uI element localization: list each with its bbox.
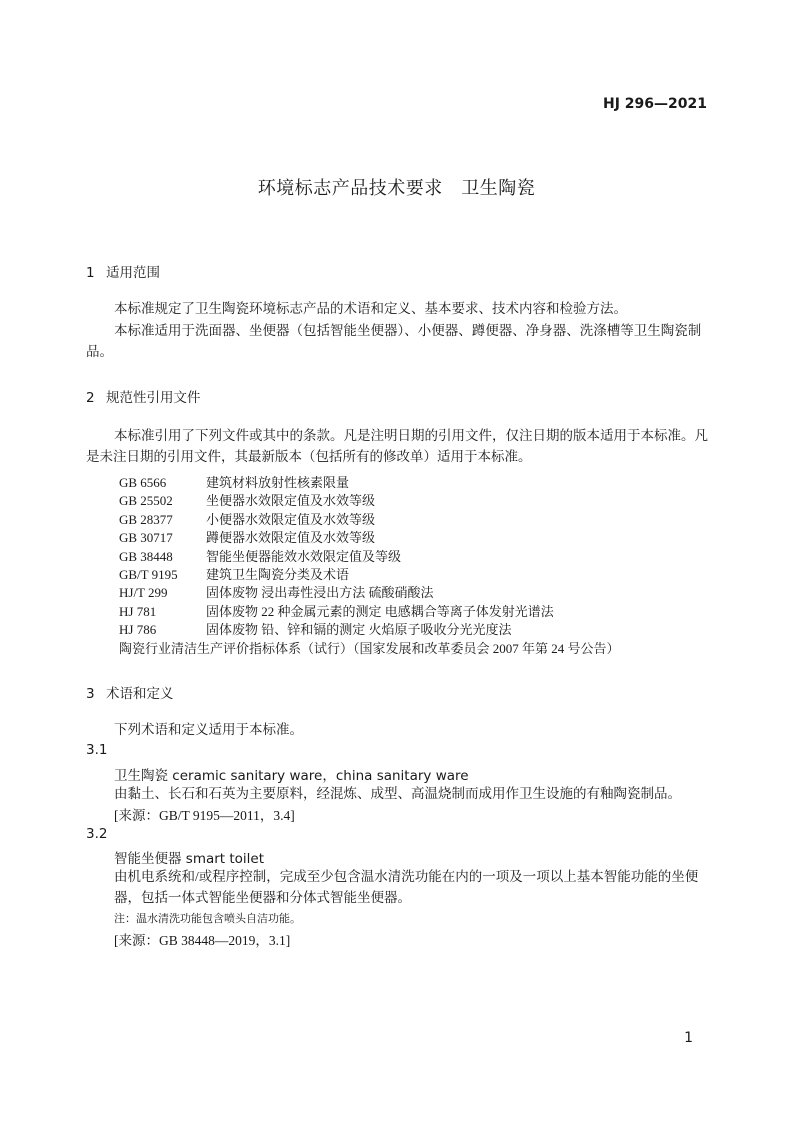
term-name: 智能坐便器 smart toilet [114, 851, 265, 867]
paragraph: 本标准引用了下列文件或其中的条款。凡是注明日期的引用文件，仅注日期的版本适用于本标准。凡是未注日期的引用文件，其最新版本（包括所有的修改单）适用于本标准。 [86, 428, 708, 464]
reference-item [119, 492, 620, 510]
reference-item [119, 566, 620, 584]
reference-item [119, 529, 620, 547]
reference-title: 小便器水效限定值及水效等级 [206, 511, 376, 527]
reference-title: 固体废物 22 种金属元素的测定 电感耦合等离子体发射光谱法 [206, 603, 554, 619]
section-number: 1 [86, 265, 95, 281]
term-definition: 由黏土、长石和石英为主要原料，经混炼、成型、高温烧制而成用作卫生设施的有釉陶瓷制品。 [114, 786, 681, 801]
term-name: 卫生陶瓷 ceramic sanitary ware，china sanitary ware [114, 768, 469, 784]
reference-item [119, 603, 620, 621]
reference-item-extra: 陶瓷行业清洁生产评价指标体系（试行）（国家发展和改革委员会 2007 年第 24 号公告） [119, 640, 620, 656]
paragraph: 本标准规定了卫生陶瓷环境标志产品的术语和定义、基本要求、技术内容和检验方法。 [114, 301, 627, 316]
reference-list [119, 474, 620, 658]
reference-title: 建筑卫生陶瓷分类及术语 [206, 567, 350, 583]
reference-code: GB 28377 [119, 511, 173, 527]
reference-code: GB/T 9195 [119, 567, 178, 583]
term-number: 3.2 [86, 826, 108, 842]
standard-code: HJ 296—2021 [603, 96, 707, 112]
section-heading-2 [86, 386, 201, 406]
page-number: 1 [684, 1030, 693, 1046]
section-number: 2 [86, 390, 95, 406]
paragraph: 下列术语和定义适用于本标准。 [114, 722, 303, 737]
reference-code: HJ 786 [119, 622, 157, 638]
reference-item [119, 548, 620, 566]
reference-code: GB 6566 [119, 475, 167, 490]
reference-title: 固体废物 浸出毒性浸出方法 硫酸硝酸法 [206, 585, 434, 601]
section-heading-3 [86, 682, 174, 702]
section-heading-1 [86, 261, 160, 281]
reference-code: HJ/T 299 [119, 585, 168, 601]
section-title: 规范性引用文件 [106, 390, 201, 406]
reference-title: 坐便器水效限定值及水效等级 [206, 493, 376, 509]
document-title: 环境标志产品技术要求 卫生陶瓷 [257, 178, 536, 199]
section-title: 术语和定义 [106, 686, 174, 702]
reference-code: HJ 781 [119, 603, 157, 619]
reference-code: GB 30717 [119, 530, 173, 546]
reference-title: 固体废物 铅、锌和镉的测定 火焰原子吸收分光光度法 [206, 622, 512, 638]
reference-code: GB 38448 [119, 548, 173, 564]
reference-item [119, 511, 620, 529]
reference-title: 蹲便器水效限定值及水效等级 [206, 530, 376, 546]
term-note: 注：温水清洗功能包含喷头自洁功能。 [114, 913, 301, 925]
reference-code: GB 25502 [119, 493, 173, 509]
reference-item [119, 474, 620, 492]
reference-item [119, 621, 620, 639]
section-title: 适用范围 [106, 265, 160, 281]
reference-title: 智能坐便器能效水效限定值及等级 [206, 548, 402, 564]
reference-title: 建筑材料放射性核素限量 [206, 475, 350, 490]
term-source: [来源：GB 38448—2019，3.1] [114, 933, 291, 948]
term-source: [来源：GB/T 9195—2011，3.4] [114, 808, 295, 823]
reference-item [119, 584, 620, 602]
paragraph: 本标准适用于洗面器、坐便器（包括智能坐便器）、小便器、蹲便器、净身器、洗涤槽等卫生陶瓷制品。 [86, 323, 702, 359]
term-number: 3.1 [86, 742, 108, 758]
section-number: 3 [86, 686, 95, 702]
term-definition: 由机电系统和/或程序控制，完成至少包含温水清洗功能在内的一项及一项以上基本智能功能的坐便器，包括一体式智能坐便器和分体式智能坐便器。 [114, 869, 699, 905]
